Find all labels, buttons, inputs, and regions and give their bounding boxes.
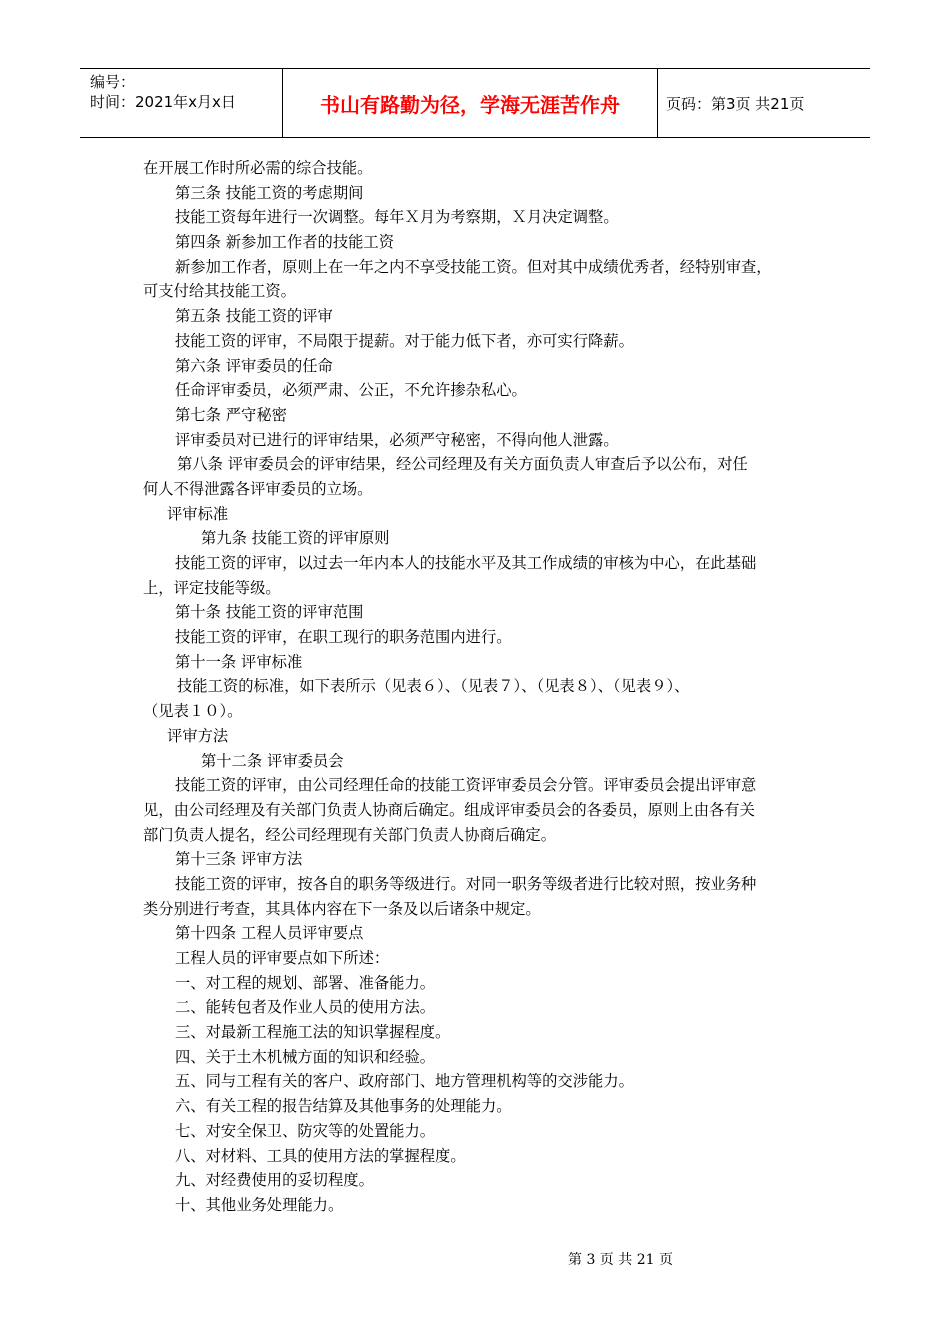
body-line: 可支付给其技能工资。: [143, 282, 296, 301]
body-line: 一、对工程的规划、部署、准备能力。: [175, 973, 436, 992]
body-line: 八、对材料、工具的使用方法的掌握程度。: [175, 1146, 466, 1165]
body-line: 第十四条 工程人员评审要点: [175, 924, 364, 943]
body-line: 九、对经费使用的妥切程度。: [175, 1171, 374, 1190]
page-footer: 第 3 页 共 21 页: [568, 1252, 673, 1268]
body-line: 二、能转包者及作业人员的使用方法。: [175, 998, 436, 1017]
body-line: 何人不得泄露各评审委员的立场。: [143, 479, 373, 498]
header-motto: 书山有路勤为径，学海无涯苦作舟: [283, 69, 658, 137]
body-line: 技能工资每年进行一次调整。每年Ｘ月为考察期，Ｘ月决定调整。: [175, 208, 619, 227]
header-page-info: 页码：第3页 共21页: [666, 94, 805, 113]
body-line: 第六条 评审委员的任命: [175, 356, 333, 375]
body-line: 技能工资的评审，由公司经理任命的技能工资评审委员会分管。评审委员会提出评审意: [175, 776, 757, 795]
body-line: 七、对安全保卫、防灾等的处置能力。: [175, 1121, 436, 1140]
body-line: 技能工资的标准，如下表所示（见表６）、（见表７）、（见表８）、（见表９）、: [177, 677, 690, 696]
body-line: 六、有关工程的报告结算及其他事务的处理能力。: [175, 1097, 512, 1116]
body-line: 十、其他业务处理能力。: [175, 1195, 344, 1214]
document-date-label: 时间：2021年x月x日: [90, 93, 236, 111]
body-line: 四、关于土木机械方面的知识和经验。: [175, 1047, 436, 1066]
body-line: （见表１０）。: [143, 702, 243, 721]
body-line: 工程人员的评审要点如下所述：: [175, 949, 390, 967]
body-line: 评审方法: [167, 726, 229, 745]
document-number-label: 编号：: [90, 73, 136, 91]
header-info-cell: [80, 69, 283, 137]
body-line: 第九条 技能工资的评审原则: [201, 529, 390, 548]
body-line: 在开展工作时所必需的综合技能。: [143, 159, 373, 177]
body-line: 新参加工作者，原则上在一年之内不享受技能工资。但对其中成绩优秀者，经特别审查，: [175, 257, 772, 276]
body-line: 见，由公司经理及有关部门负责人协商后确定。组成评审委员会的各委员，原则上由各有关: [143, 800, 755, 819]
body-line: 部门负责人提名，经公司经理现有关部门负责人协商后确定。: [143, 825, 557, 844]
body-line: 技能工资的评审，在职工现行的职务范围内进行。: [175, 628, 512, 647]
body-line: 第十三条 评审方法: [175, 850, 303, 869]
body-line: 三、对最新工程施工法的知识掌握程度。: [175, 1023, 451, 1042]
body-line: 类分别进行考查，其具体内容在下一条及以后诸条中规定。: [143, 899, 541, 918]
document-body: [143, 156, 823, 1218]
page-header: [80, 68, 870, 138]
body-line: 第十条 技能工资的评审范围: [175, 603, 364, 622]
body-line: 第四条 新参加工作者的技能工资: [175, 233, 395, 252]
body-line: 第十一条 评审标准: [175, 652, 303, 671]
body-line: 第七条 严守秘密: [175, 405, 287, 424]
body-line: 技能工资的评审，不局限于提薪。对于能力低下者，亦可实行降薪。: [175, 331, 634, 350]
body-line: 评审委员对已进行的评审结果，必须严守秘密，不得向他人泄露。: [175, 430, 619, 449]
body-line: 评审标准: [167, 504, 229, 523]
body-line: 第八条 评审委员会的评审结果，经公司经理及有关方面负责人审查后予以公布，对任: [177, 455, 748, 474]
body-line: 第五条 技能工资的评审: [175, 307, 333, 326]
body-line: 上，评定技能等级。: [143, 578, 281, 597]
body-line: 技能工资的评审，以过去一年内本人的技能水平及其工作成绩的审核为中心，在此基础: [175, 554, 757, 572]
body-line: 五、同与工程有关的客户、政府部门、地方管理机构等的交涉能力。: [175, 1072, 634, 1091]
body-line: 任命评审委员，必须严肃、公正，不允许掺杂私心。: [175, 381, 527, 400]
body-line: 第三条 技能工资的考虑期间: [175, 183, 364, 202]
body-line: 技能工资的评审，按各自的职务等级进行。对同一职务等级者进行比较对照，按业务种: [175, 874, 757, 893]
body-line: 第十二条 评审委员会: [201, 751, 344, 770]
